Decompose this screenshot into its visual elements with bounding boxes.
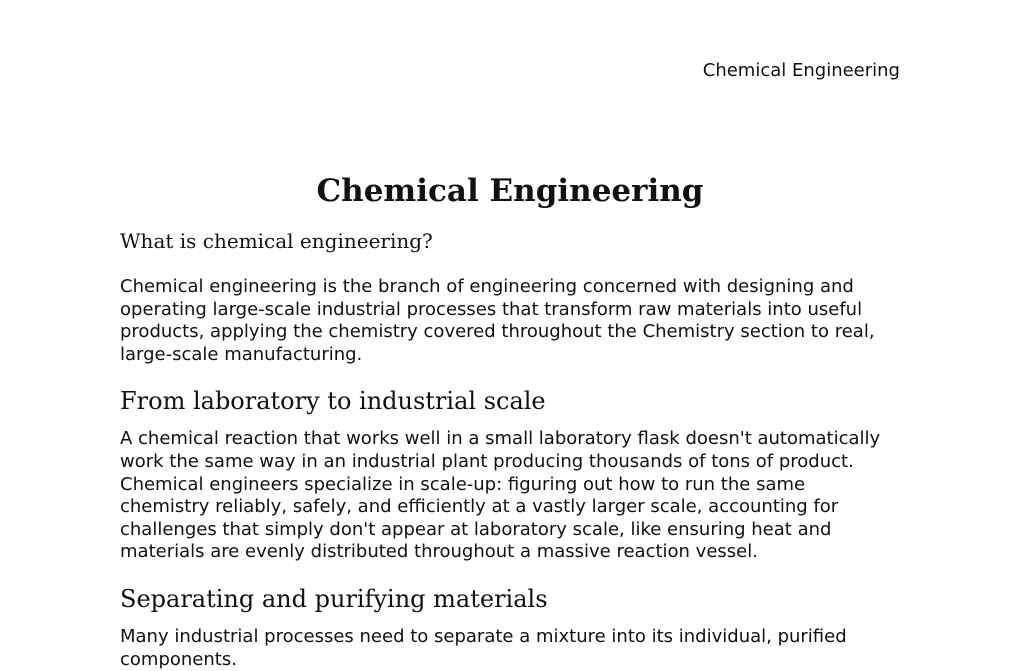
document-content [120,170,900,671]
subtitle-question: What is chemical engineering? [120,229,433,253]
section-body-separating: Many industrial processes need to separate a mixture into its individual, purified components. [120,625,847,670]
intro-paragraph: Chemical engineering is the branch of engineering concerned with designing and operating large-scale industrial processes that transform raw materials into useful products, applying the chemistry covered throughout the Chemistry section to real, large-scale manufacturing. [120,276,875,365]
section-body-scale: A chemical reaction that works well in a small laboratory flask doesn't automatically work the same way in an industrial plant producing thousands of tons of product. Chemical engineers specialize in scale-up: figuring out how to run the same chemistry reliably, safely, and efficiently at a vastly larger scale, accounting for challenges that simply don't appear at laboratory scale, like ensuring heat and materials are evenly distributed throughout a massive reaction vessel. [120,428,881,563]
page-title: Chemical Engineering [316,173,704,209]
section-heading-separating: Separating and purifying materials [120,584,548,613]
running-header: Chemical Engineering [702,60,900,81]
section-heading-scale: From laboratory to industrial scale [120,387,546,416]
